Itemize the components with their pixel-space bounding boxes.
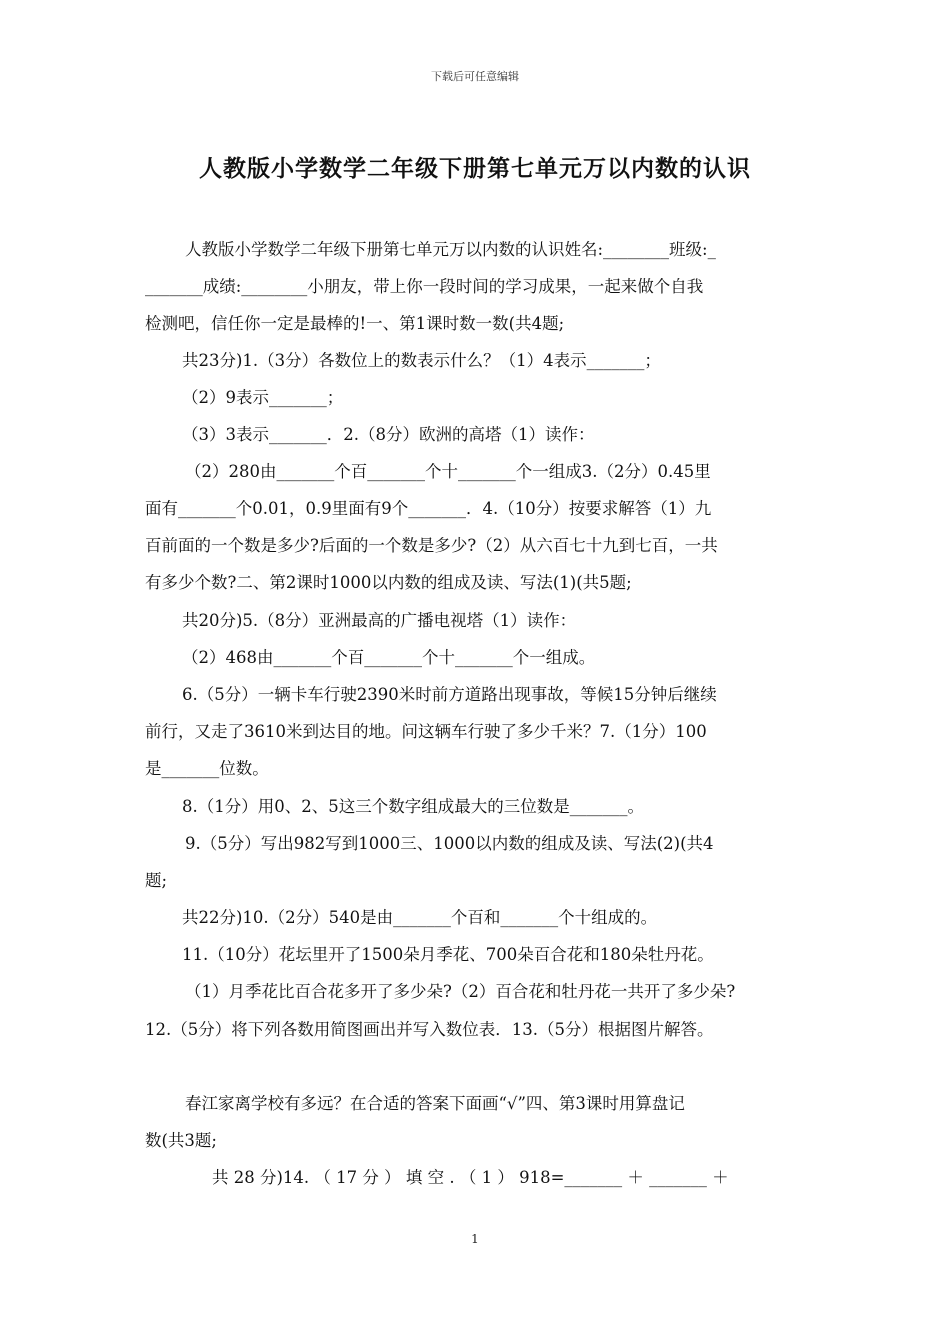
text-line: 共22分)10.（2分）540是由_______个百和_______个十组成的。 (182, 908, 658, 927)
text-line: 人教版小学数学二年级下册第七单元万以内数的认识姓名:________班级:_ (185, 240, 716, 259)
text-line: _______成绩:________小朋友，带上你一段时间的学习成果，一起来做个自我 (145, 277, 704, 296)
text-line: 有多少个数?二、第2课时1000以内数的组成及读、写法(1)(共5题; (145, 573, 632, 592)
text-line: （2）9表示_______； (182, 388, 344, 407)
text-line: （2）468由_______个百_______个十_______个一组成。 (182, 648, 596, 667)
text-line: 6.（5分）一辆卡车行驶2390米时前方道路出现事故，等候15分钟后继续 (182, 685, 717, 704)
text-line: 是_______位数。 (145, 759, 269, 778)
text-line: 9.（5分）写出982写到1000三、1000以内数的组成及读、写法(2)(共4 (185, 834, 714, 853)
text-line: 12.（5分）将下列各数用简图画出并写入数位表．13.（5分）根据图片解答。 (145, 1020, 714, 1039)
text-line: 题; (145, 871, 168, 890)
text-line: （3）3表示_______．2.（8分）欧洲的高塔（1）读作： (182, 425, 595, 444)
page-number: 1 (471, 1232, 479, 1246)
text-line: 共 28 分)14. （ 17 分 ） 填 空 . （ 1 ） 918=_______ ＋ _______ ＋ (212, 1168, 729, 1187)
text-line: （2）280由_______个百_______个十_______个一组成3.（2分）0.45里 (185, 462, 711, 481)
text-line: 11.（10分）花坛里开了1500朵月季花、700朵百合花和180朵牡丹花。 (182, 945, 714, 964)
document-title: 人教版小学数学二年级下册第七单元万以内数的认识 (199, 156, 751, 182)
text-line: 8.（1分）用0、2、5这三个数字组成最大的三位数是_______。 (182, 797, 644, 816)
text-line: 面有_______个0.01，0.9里面有9个_______．4.（10分）按要求解答（1）九 (145, 499, 712, 518)
text-line: 前行，又走了3610米到达目的地。问这辆车行驶了多少千米？7.（1分）100 (145, 722, 707, 741)
text-line: 春江家离学校有多远？在合适的答案下面画“√”四、第3课时用算盘记 (185, 1094, 685, 1113)
text-line: 共20分)5.（8分）亚洲最高的广播电视塔（1）读作： (182, 611, 577, 630)
text-line: （1）月季花比百合花多开了多少朵?（2）百合花和牡丹花一共开了多少朵? (185, 982, 736, 1001)
text-line: 检测吧，信任你一定是最棒的!一、第1课时数一数(共4题; (145, 314, 565, 333)
text-line: 数(共3题; (145, 1131, 217, 1150)
text-line: 百前面的一个数是多少?后面的一个数是多少?（2）从六百七十九到七百，一共 (145, 536, 718, 555)
text-line: 共23分)1.（3分）各数位上的数表示什么？（1）4表示_______； (182, 351, 661, 370)
header-note: 下载后可任意编辑 (431, 70, 519, 83)
